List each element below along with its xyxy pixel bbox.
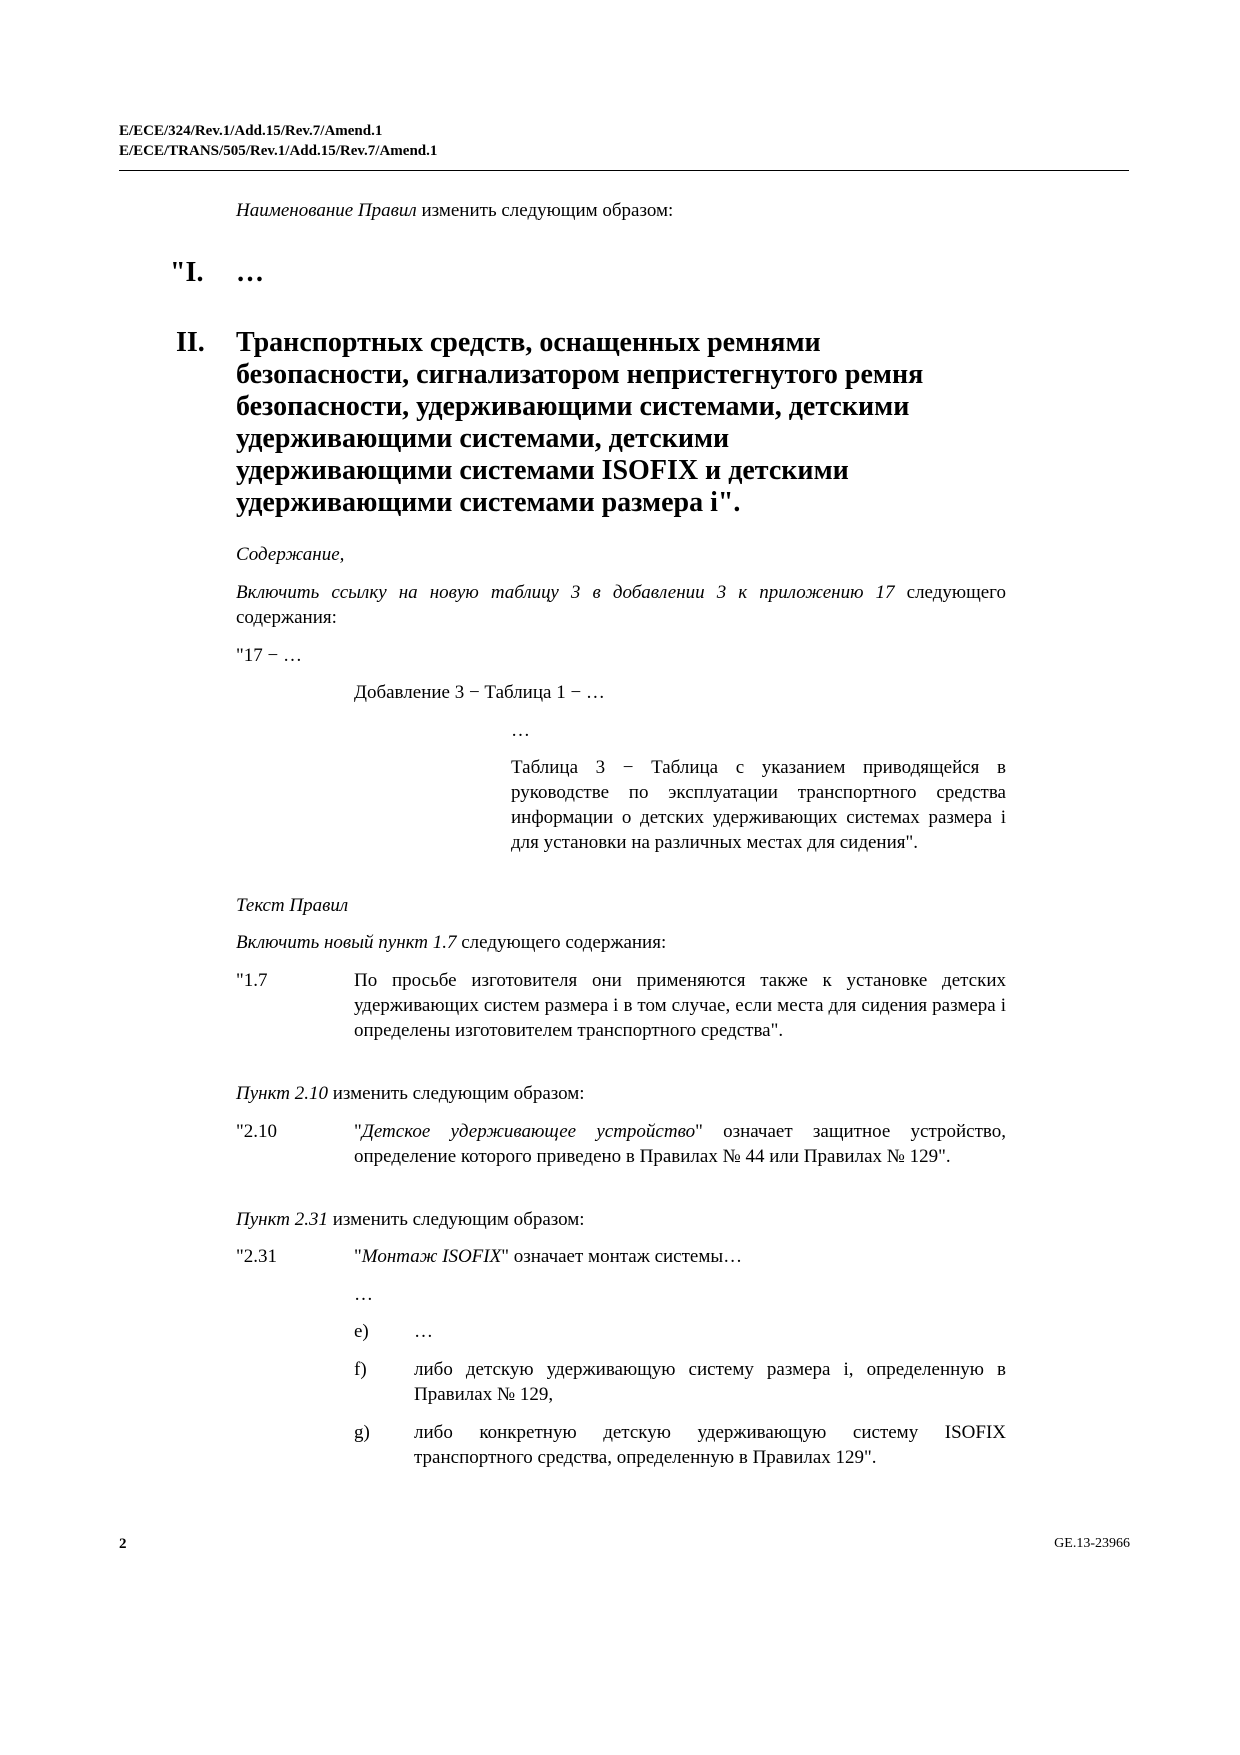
section-2-title [236,327,1036,519]
paragraph-2-31-ellipsis: … [354,1284,373,1305]
instruction-1-7-italic: Включить новый пункт 1.7 [236,932,457,953]
paragraph-1-7-text: По просьбе изготовителя они применяются также к установке детских удерживающих систем размера i в том случае, если места для сидения размера i определены изготовителем транспортного средства". [354,970,1006,1041]
list-item-text: … [414,1321,433,1342]
paragraph-2-31-number: "2.31 [236,1246,278,1267]
contents-ellipsis: … [511,720,530,741]
contents-instruction-rest: следующего содержания: [236,582,1006,628]
paragraph-2-31-term: Монтаж ISOFIX [361,1246,502,1267]
paragraph-1-7-number: "1.7 [236,970,268,991]
document-code: GE.13-23966 [1054,1536,1130,1551]
section-2-number: II. [176,327,205,358]
instruction-2-10-rest: изменить следующим образом: [327,1083,585,1104]
instruction-2-31-italic: Пункт 2.31 [236,1209,328,1230]
contents-item-17: "17 − … [236,645,302,666]
section-2-title-line: Транспортных средств, оснащенных ремнями [236,327,821,358]
paragraph-2-10-number: "2.10 [236,1121,278,1142]
section-2-title-line: безопасности, сигнализатором непристегнутого ремня [236,359,924,390]
list-item-text: либо конкретную детскую удерживающую систему ISOFIX транспортного средства, определенную в Правилах 129". [414,1422,1006,1468]
contents-heading: Содержание, [236,544,345,565]
contents-instruction-italic: Включить ссылку на новую таблицу 3 в добавлении 3 к приложению 17 [236,582,895,603]
paragraph-2-10-body: " означает защитное устройство, определение которого приведено в Правилах № 44 или Правилах № 129". [354,1121,1006,1167]
list-item-label: e) [354,1321,369,1342]
paragraph-2-31-quote: " [354,1246,362,1267]
instruction-1-7-rest: следующего содержания: [456,932,667,953]
section-2-title-line: безопасности, удерживающими системами, детскими [236,391,910,422]
intro-line [236,198,673,223]
instruction-2-10-italic: Пункт 2.10 [236,1083,328,1104]
section-2-title-line: удерживающими системами размера i". [236,487,741,518]
header-rule [119,170,1129,171]
paragraph-2-10-quote: " [354,1121,362,1142]
list-item-text: либо детскую удерживающую систему размера i, определенную в Правилах № 129, [414,1359,1006,1405]
paragraph-2-10-text [354,1119,1006,1169]
instruction-2-10 [236,1081,585,1106]
paragraph-2-31-text [354,1244,1006,1269]
list-item-label: f) [354,1359,367,1380]
section-1-title: … [236,257,264,288]
paragraph-2-10-term: Детское удерживающее устройство [361,1121,696,1142]
section-1-number: "I. [170,257,204,288]
regulation-text-heading: Текст Правил [236,895,349,916]
header-symbol-1: E/ECE/324/Rev.1/Add.15/Rev.7/Amend.1 [119,123,383,139]
intro-rest: изменить следующим образом: [416,200,674,221]
page-number: 2 [119,1536,127,1552]
list-item-label: g) [354,1422,370,1443]
paragraph-2-31-body: " означает монтаж системы… [501,1246,743,1267]
header-symbol-2: E/ECE/TRANS/505/Rev.1/Add.15/Rev.7/Amend.1 [119,143,438,159]
contents-appendix-line: Добавление 3 − Таблица 1 − … [354,682,605,703]
contents-instruction [236,580,1006,630]
contents-table-3: Таблица 3 − Таблица с указанием приводящейся в руководстве по эксплуатации транспортного средства информации о детских удерживающих системах размера i для установки на различных местах для сидения". [511,757,1006,853]
section-2-title-line: удерживающими системами, детскими [236,423,730,454]
instruction-2-31 [236,1207,585,1232]
section-2-title-line: удерживающими системами ISOFIX и детскими [236,455,849,486]
intro-italic: Наименование Правил [236,200,417,221]
instruction-1-7 [236,930,666,955]
instruction-2-31-rest: изменить следующим образом: [327,1209,585,1230]
